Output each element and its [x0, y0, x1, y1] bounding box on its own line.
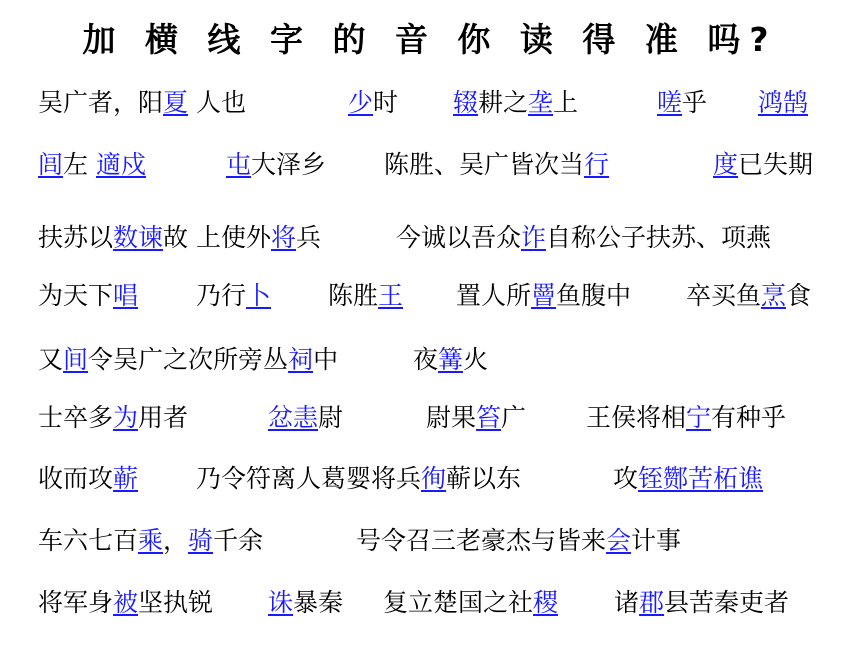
phrase-text: 耕之	[478, 88, 529, 117]
phrase	[268, 398, 343, 438]
phrase	[196, 276, 271, 316]
underlined-character: 铚酂苦柘谯	[638, 464, 764, 493]
phrase-text: 收而攻	[38, 464, 114, 493]
phrase	[38, 459, 138, 499]
phrase-text: 用者	[138, 403, 189, 432]
phrase	[38, 398, 188, 438]
underlined-character: 嗟	[657, 88, 683, 117]
underlined-character: 行	[584, 150, 610, 179]
phrase	[38, 340, 338, 380]
underlined-character: 蕲	[113, 464, 139, 493]
underlined-character: 鸿鹄	[758, 88, 809, 117]
underlined-character: 垄	[528, 88, 554, 117]
underlined-character: 烹	[761, 281, 787, 310]
underlined-character: 夏	[163, 88, 189, 117]
phrase	[38, 218, 321, 258]
phrase-text: 又	[38, 345, 64, 374]
phrase-text: 千余	[213, 526, 264, 555]
phrase	[657, 83, 707, 123]
underlined-character: 辍	[453, 88, 479, 117]
phrase-text: 陈胜、吴广皆次当	[384, 150, 585, 179]
underlined-character: 诈	[521, 223, 547, 252]
phrase-text: 已失期	[738, 150, 814, 179]
phrase-text: ，	[163, 526, 189, 555]
phrase	[38, 521, 263, 561]
phrase-text: 自称公子扶苏、项燕	[546, 223, 772, 252]
underlined-character: 卜	[246, 281, 272, 310]
phrase	[328, 276, 403, 316]
phrase-text: 攻	[613, 464, 639, 493]
phrase	[38, 145, 146, 185]
underlined-character: 適戍	[95, 150, 146, 179]
underlined-character: 将	[270, 223, 296, 252]
underlined-character: 度	[713, 150, 739, 179]
phrase-text: 中	[313, 345, 339, 374]
underlined-character: 稷	[533, 588, 559, 617]
phrase-text: 人也	[188, 88, 246, 117]
underlined-character: 数谏	[113, 223, 164, 252]
phrase-text: 置人所	[456, 281, 532, 310]
phrase-text: 故 上使外	[163, 223, 271, 252]
underlined-character: 为	[113, 403, 139, 432]
underlined-character: 笞	[476, 403, 502, 432]
phrase-text: 蕲以东	[446, 464, 522, 493]
underlined-character: 会	[606, 526, 632, 555]
phrase-text: 火	[463, 345, 489, 374]
phrase-text: 时	[373, 88, 399, 117]
phrase	[396, 218, 771, 258]
underlined-character: 闾	[38, 150, 64, 179]
phrase	[38, 276, 138, 316]
phrase	[268, 583, 343, 623]
phrase-text: 复立楚国之社	[383, 588, 534, 617]
underlined-character: 祠	[288, 345, 314, 374]
phrase-text: 将军身	[38, 588, 114, 617]
underlined-character: 篝	[438, 345, 464, 374]
phrase	[356, 521, 681, 561]
phrase-text: 暴秦	[293, 588, 344, 617]
underlined-character: 唱	[113, 281, 139, 310]
phrase-text: 夜	[413, 345, 439, 374]
phrase	[686, 276, 811, 316]
underlined-character: 宁	[686, 403, 712, 432]
phrase	[413, 340, 488, 380]
phrase-text: 车六七百	[38, 526, 139, 555]
phrase-text: 上	[553, 88, 579, 117]
phrase	[586, 398, 786, 438]
phrase	[38, 583, 213, 623]
phrase-text: 乎	[682, 88, 708, 117]
underlined-character: 乘	[138, 526, 164, 555]
phrase-text: 王侯将相	[586, 403, 687, 432]
phrase	[614, 583, 789, 623]
phrase-text: 令吴广之次所旁丛	[88, 345, 289, 374]
page-title: 加 横 线 字 的 音 你 读 得 准 吗?	[82, 20, 778, 59]
phrase	[426, 398, 526, 438]
phrase-text: 坚执锐	[138, 588, 214, 617]
phrase	[226, 145, 326, 185]
phrase	[613, 459, 763, 499]
phrase-text: 卒买鱼	[686, 281, 762, 310]
phrase-text: 号令召三老豪杰与皆来	[356, 526, 607, 555]
phrase-text: 有种乎	[711, 403, 787, 432]
phrase	[196, 459, 521, 499]
underlined-character: 徇	[421, 464, 447, 493]
underlined-character: 忿恚	[268, 403, 319, 432]
underlined-character: 被	[113, 588, 139, 617]
phrase-text: 县苦秦吏者	[664, 588, 790, 617]
phrase-text: 鱼腹中	[556, 281, 632, 310]
phrase	[758, 83, 808, 123]
phrase-text: 吴广者，阳	[38, 88, 164, 117]
underlined-character: 郡	[639, 588, 665, 617]
phrase-text: 今诚以吾众	[396, 223, 522, 252]
phrase-text: 陈胜	[328, 281, 379, 310]
phrase	[713, 145, 813, 185]
phrase-text: 尉果	[426, 403, 477, 432]
phrase-text: 兵	[296, 223, 322, 252]
underlined-character: 屯	[226, 150, 252, 179]
phrase-text: 广	[501, 403, 527, 432]
phrase	[456, 276, 631, 316]
phrase-text: 诸	[614, 588, 640, 617]
phrase-text: 食	[786, 281, 812, 310]
underlined-character: 王	[378, 281, 404, 310]
phrase	[384, 145, 609, 185]
phrase-text: 计事	[631, 526, 682, 555]
phrase	[383, 583, 558, 623]
phrase-text: 扶苏以	[38, 223, 114, 252]
phrase-text: 士卒多	[38, 403, 114, 432]
phrase-text: 为天下	[38, 281, 114, 310]
phrase-text: 乃令符离人葛婴将兵	[196, 464, 422, 493]
phrase-text: 大泽乡	[251, 150, 327, 179]
underlined-character: 诛	[268, 588, 294, 617]
phrase-text: 尉	[318, 403, 344, 432]
phrase	[348, 83, 398, 123]
underlined-character: 罾	[531, 281, 557, 310]
underlined-character: 少	[348, 88, 374, 117]
phrase	[453, 83, 578, 123]
underlined-character: 骑	[188, 526, 214, 555]
phrase-text: 左	[63, 150, 96, 179]
phrase	[38, 83, 246, 123]
underlined-character: 间	[63, 345, 89, 374]
phrase-text: 乃行	[196, 281, 247, 310]
